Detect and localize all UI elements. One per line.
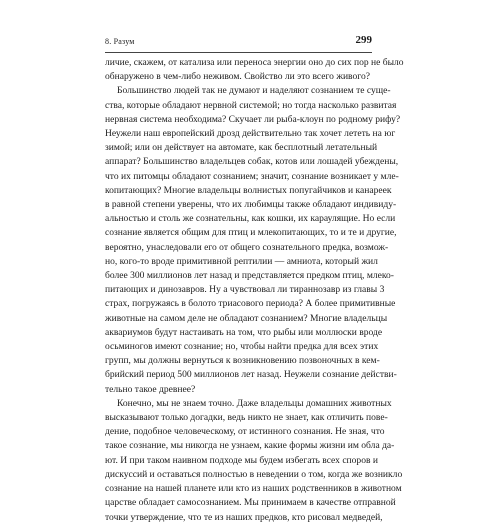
text-line: такое сознание, мы никогда не узнаем, какие формы жизни им обла да-: [105, 440, 395, 452]
text-line: ства, которые обладают нервной системой; но тогда насколько развитая: [105, 99, 397, 111]
text-line: сознание на нашей планете или кто из наших родственников в животном: [105, 483, 402, 495]
text-line: брийский период 500 миллионов лет назад. Неужели сознание действи-: [105, 369, 397, 381]
text-line: дение, подобное человеческому, от истинного сознания. Не зная, что: [105, 426, 385, 438]
paragraph: [105, 84, 401, 396]
text-line: животные на самом деле не обладают сознанием? Многие владельцы: [105, 312, 388, 324]
text-line: Неужели наш европейский дрозд действительно так хочет лететь на юг: [105, 128, 396, 140]
text-line: личие, скажем, от катализа или переноса энергии оно до сих пор не было: [105, 57, 404, 68]
text-line: осьминогов имеют сознание; но, чтобы найти предка для всех этих: [105, 341, 379, 353]
body-text: [105, 56, 404, 525]
text-line: групп, мы должны вернуться к возникновению позвоночных в кем-: [105, 355, 380, 367]
text-line: царстве обладает самосознанием. Мы принимаем в качестве отправной: [105, 497, 396, 509]
text-line: питающих и динозавров. Ну а чувствовал ли тираннозавр из главы 3: [105, 284, 385, 296]
paragraph: [105, 56, 404, 84]
text-line: обнаружено в чем-либо неживом. Свойство ли это всего живого?: [105, 71, 370, 83]
text-line: что их питомцы обладают сознанием; значит, сознание возникает у мле-: [105, 170, 399, 182]
chapter-title: 8. Разум: [105, 37, 135, 46]
text-line: нервная система необходима? Скучает ли рыба-клоун по родному рифу?: [105, 113, 401, 125]
text-line: сознание является общим для птиц и млекопитающих, то и те и другие,: [105, 227, 397, 239]
text-line: Конечно, мы не знаем точно. Даже владельцы домашних животных: [117, 397, 392, 409]
page-number: 299: [355, 34, 372, 46]
text-line: копитающих? Многие владельцы волнистых попугайчиков и канареек: [105, 184, 392, 196]
text-line: в равной степени уверены, что их любимцы также обладают индивиду-: [105, 199, 397, 211]
text-line: ют. И при таком наивном подходе мы будем избегать всех споров и: [105, 454, 378, 466]
text-line: страх, погружаясь в болото триасового периода? А более примитивные: [105, 298, 396, 310]
paragraph: [105, 397, 403, 525]
text-line: высказывают только догадки, ведь никто не знает, как отличить пове-: [105, 412, 388, 424]
text-line: дискуссий и оставаться полностью в неведении о том, когда же возникло: [105, 468, 403, 480]
header-rule: [105, 52, 372, 53]
text-line: аппарат? Большинство владельцев собак, котов или лошадей убеждены,: [105, 156, 399, 168]
text-line: зимой; или он действует на автомате, как бесплотный летательный: [105, 142, 378, 154]
text-line: вероятно, унаследовали его от общего сознательного предка, возмож-: [105, 241, 389, 253]
text-line: Большинство людей так не думают и наделяют сознанием те суще-: [117, 85, 391, 97]
text-line: аквариумов будут настаивать на том, что рыбы или моллюски вроде: [105, 326, 383, 338]
text-line: тельно такое древнее?: [105, 383, 196, 395]
text-line: альностью и столь же сознательны, как кошки, их караулящие. Но если: [105, 213, 396, 225]
text-line: точки утверждение, что те из наших предков, кто рисовал медведей,: [105, 511, 383, 523]
text-line: более 300 миллионов лет назад и представляется предком птиц, млеко-: [105, 270, 394, 282]
running-head: [105, 36, 372, 50]
text-line: но, кого-то вроде примитивной рептилии — амниота, который жил: [105, 255, 378, 267]
